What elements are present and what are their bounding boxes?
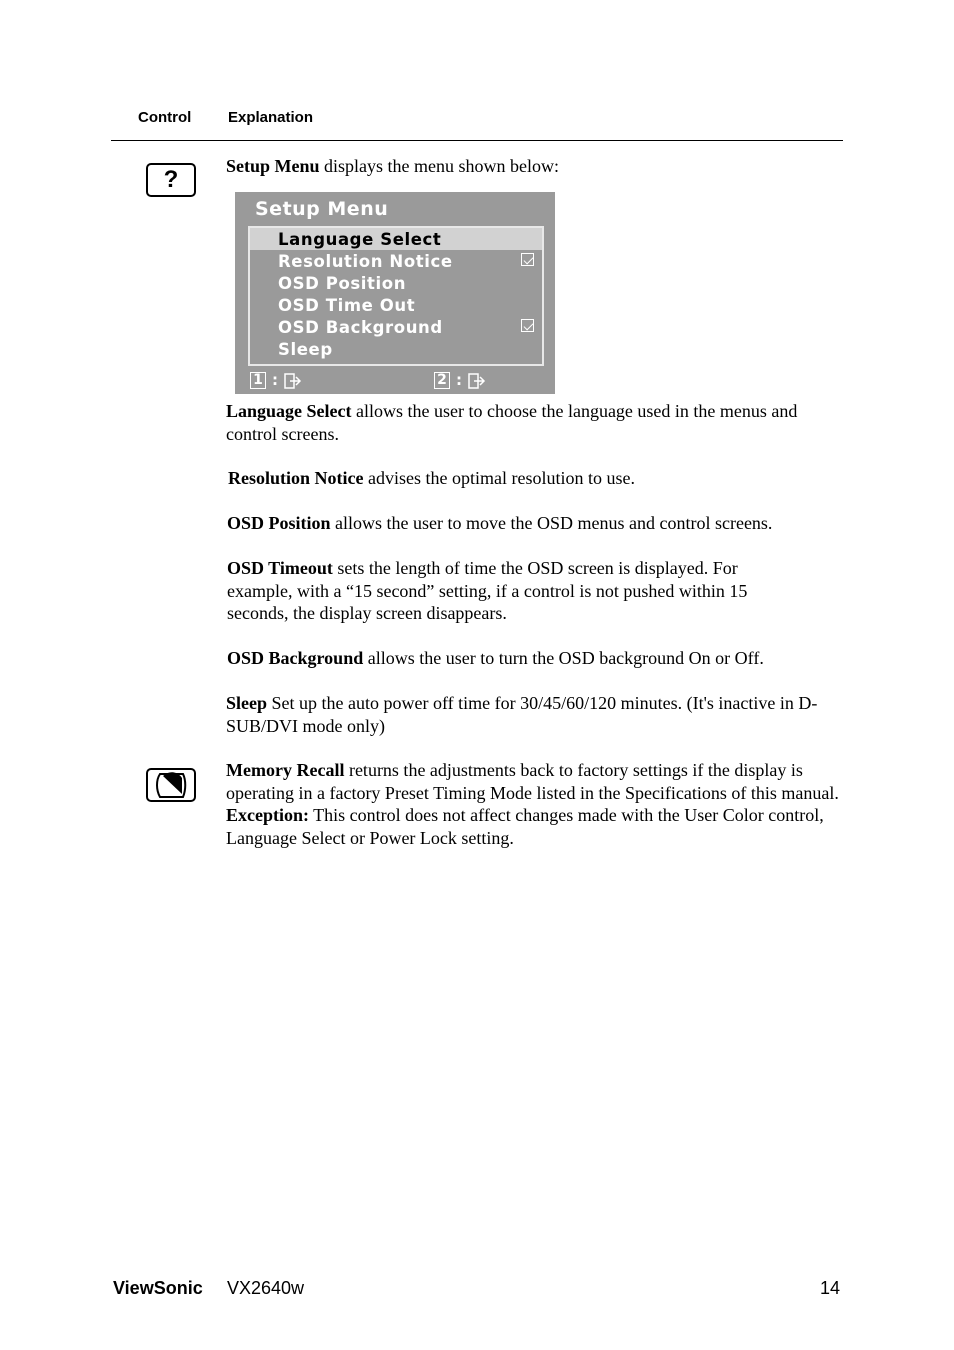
resolution-notice-desc bbox=[228, 467, 844, 490]
osd-item-label: OSD Background bbox=[278, 318, 443, 337]
osd-item-label: OSD Position bbox=[278, 274, 407, 293]
memory-recall-glyph bbox=[148, 770, 194, 800]
column-header-control: Control bbox=[138, 109, 192, 126]
footer-brand: ViewSonic bbox=[113, 1278, 203, 1298]
setup-menu-term: Setup Menu bbox=[226, 156, 320, 176]
osd-position-text: allows the user to move the OSD menus and control screens. bbox=[330, 513, 773, 533]
osd-item-osd-position[interactable] bbox=[250, 272, 542, 294]
column-header-explanation: Explanation bbox=[228, 109, 314, 126]
key-1-icon: 1 bbox=[250, 372, 266, 389]
memory-recall-desc bbox=[226, 759, 842, 849]
language-select-desc bbox=[226, 400, 842, 445]
header-rule bbox=[111, 140, 843, 141]
key-separator: : bbox=[456, 371, 462, 389]
osd-item-sleep[interactable] bbox=[250, 338, 542, 360]
osd-position-desc bbox=[227, 512, 843, 535]
memory-recall-icon bbox=[146, 768, 196, 802]
enter-arrow-icon bbox=[468, 373, 486, 389]
osd-menu-list bbox=[248, 226, 544, 366]
memory-recall-term: Memory Recall bbox=[226, 760, 345, 780]
exception-text: This control does not affect changes made with the User Color control, Language Select or Power Lock setting. bbox=[226, 805, 824, 848]
resolution-notice-text: advises the optimal resolution to use. bbox=[363, 468, 635, 488]
sleep-term: Sleep bbox=[226, 693, 268, 713]
page-number: 14 bbox=[820, 1278, 841, 1298]
osd-timeout-text: sets the length of time the OSD screen is displayed. For example, with a “15 second” setting, if a control is not pushed within 15 seconds, the display screen disappears. bbox=[227, 558, 748, 623]
osd-background-term: OSD Background bbox=[227, 648, 364, 668]
language-select-text: allows the user to choose the language used in the menus and control screens. bbox=[226, 401, 798, 444]
setup-menu-text: displays the menu shown below: bbox=[319, 156, 559, 176]
language-select-term: Language Select bbox=[226, 401, 352, 421]
osd-title: Setup Menu bbox=[255, 198, 389, 220]
question-mark-glyph: ? bbox=[163, 166, 179, 193]
osd-item-resolution-notice[interactable] bbox=[250, 250, 542, 272]
checkbox-checked-icon bbox=[521, 253, 534, 266]
footer-model: VX2640w bbox=[227, 1278, 305, 1298]
osd-timeout-term: OSD Timeout bbox=[227, 558, 333, 578]
osd-timeout-desc bbox=[227, 557, 793, 625]
resolution-notice-term: Resolution Notice bbox=[228, 468, 364, 488]
osd-item-osd-time-out[interactable] bbox=[250, 294, 542, 316]
osd-item-label: Resolution Notice bbox=[278, 252, 453, 271]
osd-item-osd-background[interactable] bbox=[250, 316, 542, 338]
osd-background-desc bbox=[227, 647, 843, 670]
osd-setup-menu bbox=[235, 192, 555, 394]
question-mark-icon bbox=[146, 163, 196, 197]
osd-item-language-select[interactable] bbox=[250, 228, 542, 250]
memory-recall-text: returns the adjustments back to factory settings if the display is operating in a factory Preset Timing Mode listed in the Specifications of this manual. bbox=[226, 760, 839, 803]
exception-term: Exception: bbox=[226, 805, 309, 825]
sleep-text: Set up the auto power off time for 30/45/60/120 minutes. (It's inactive in D-SUB/DVI mode only) bbox=[226, 693, 818, 736]
exit-arrow-icon bbox=[284, 373, 302, 389]
osd-item-label: Sleep bbox=[278, 340, 333, 359]
osd-item-label: OSD Time Out bbox=[278, 296, 416, 315]
key-separator: : bbox=[272, 371, 278, 389]
checkbox-checked-icon bbox=[521, 319, 534, 332]
key-2-icon: 2 bbox=[434, 372, 450, 389]
osd-background-text: allows the user to turn the OSD background On or Off. bbox=[363, 648, 764, 668]
setup-menu-intro bbox=[226, 155, 842, 178]
osd-item-label: Language Select bbox=[278, 230, 442, 249]
osd-position-term: OSD Position bbox=[227, 513, 331, 533]
sleep-desc bbox=[226, 692, 842, 737]
